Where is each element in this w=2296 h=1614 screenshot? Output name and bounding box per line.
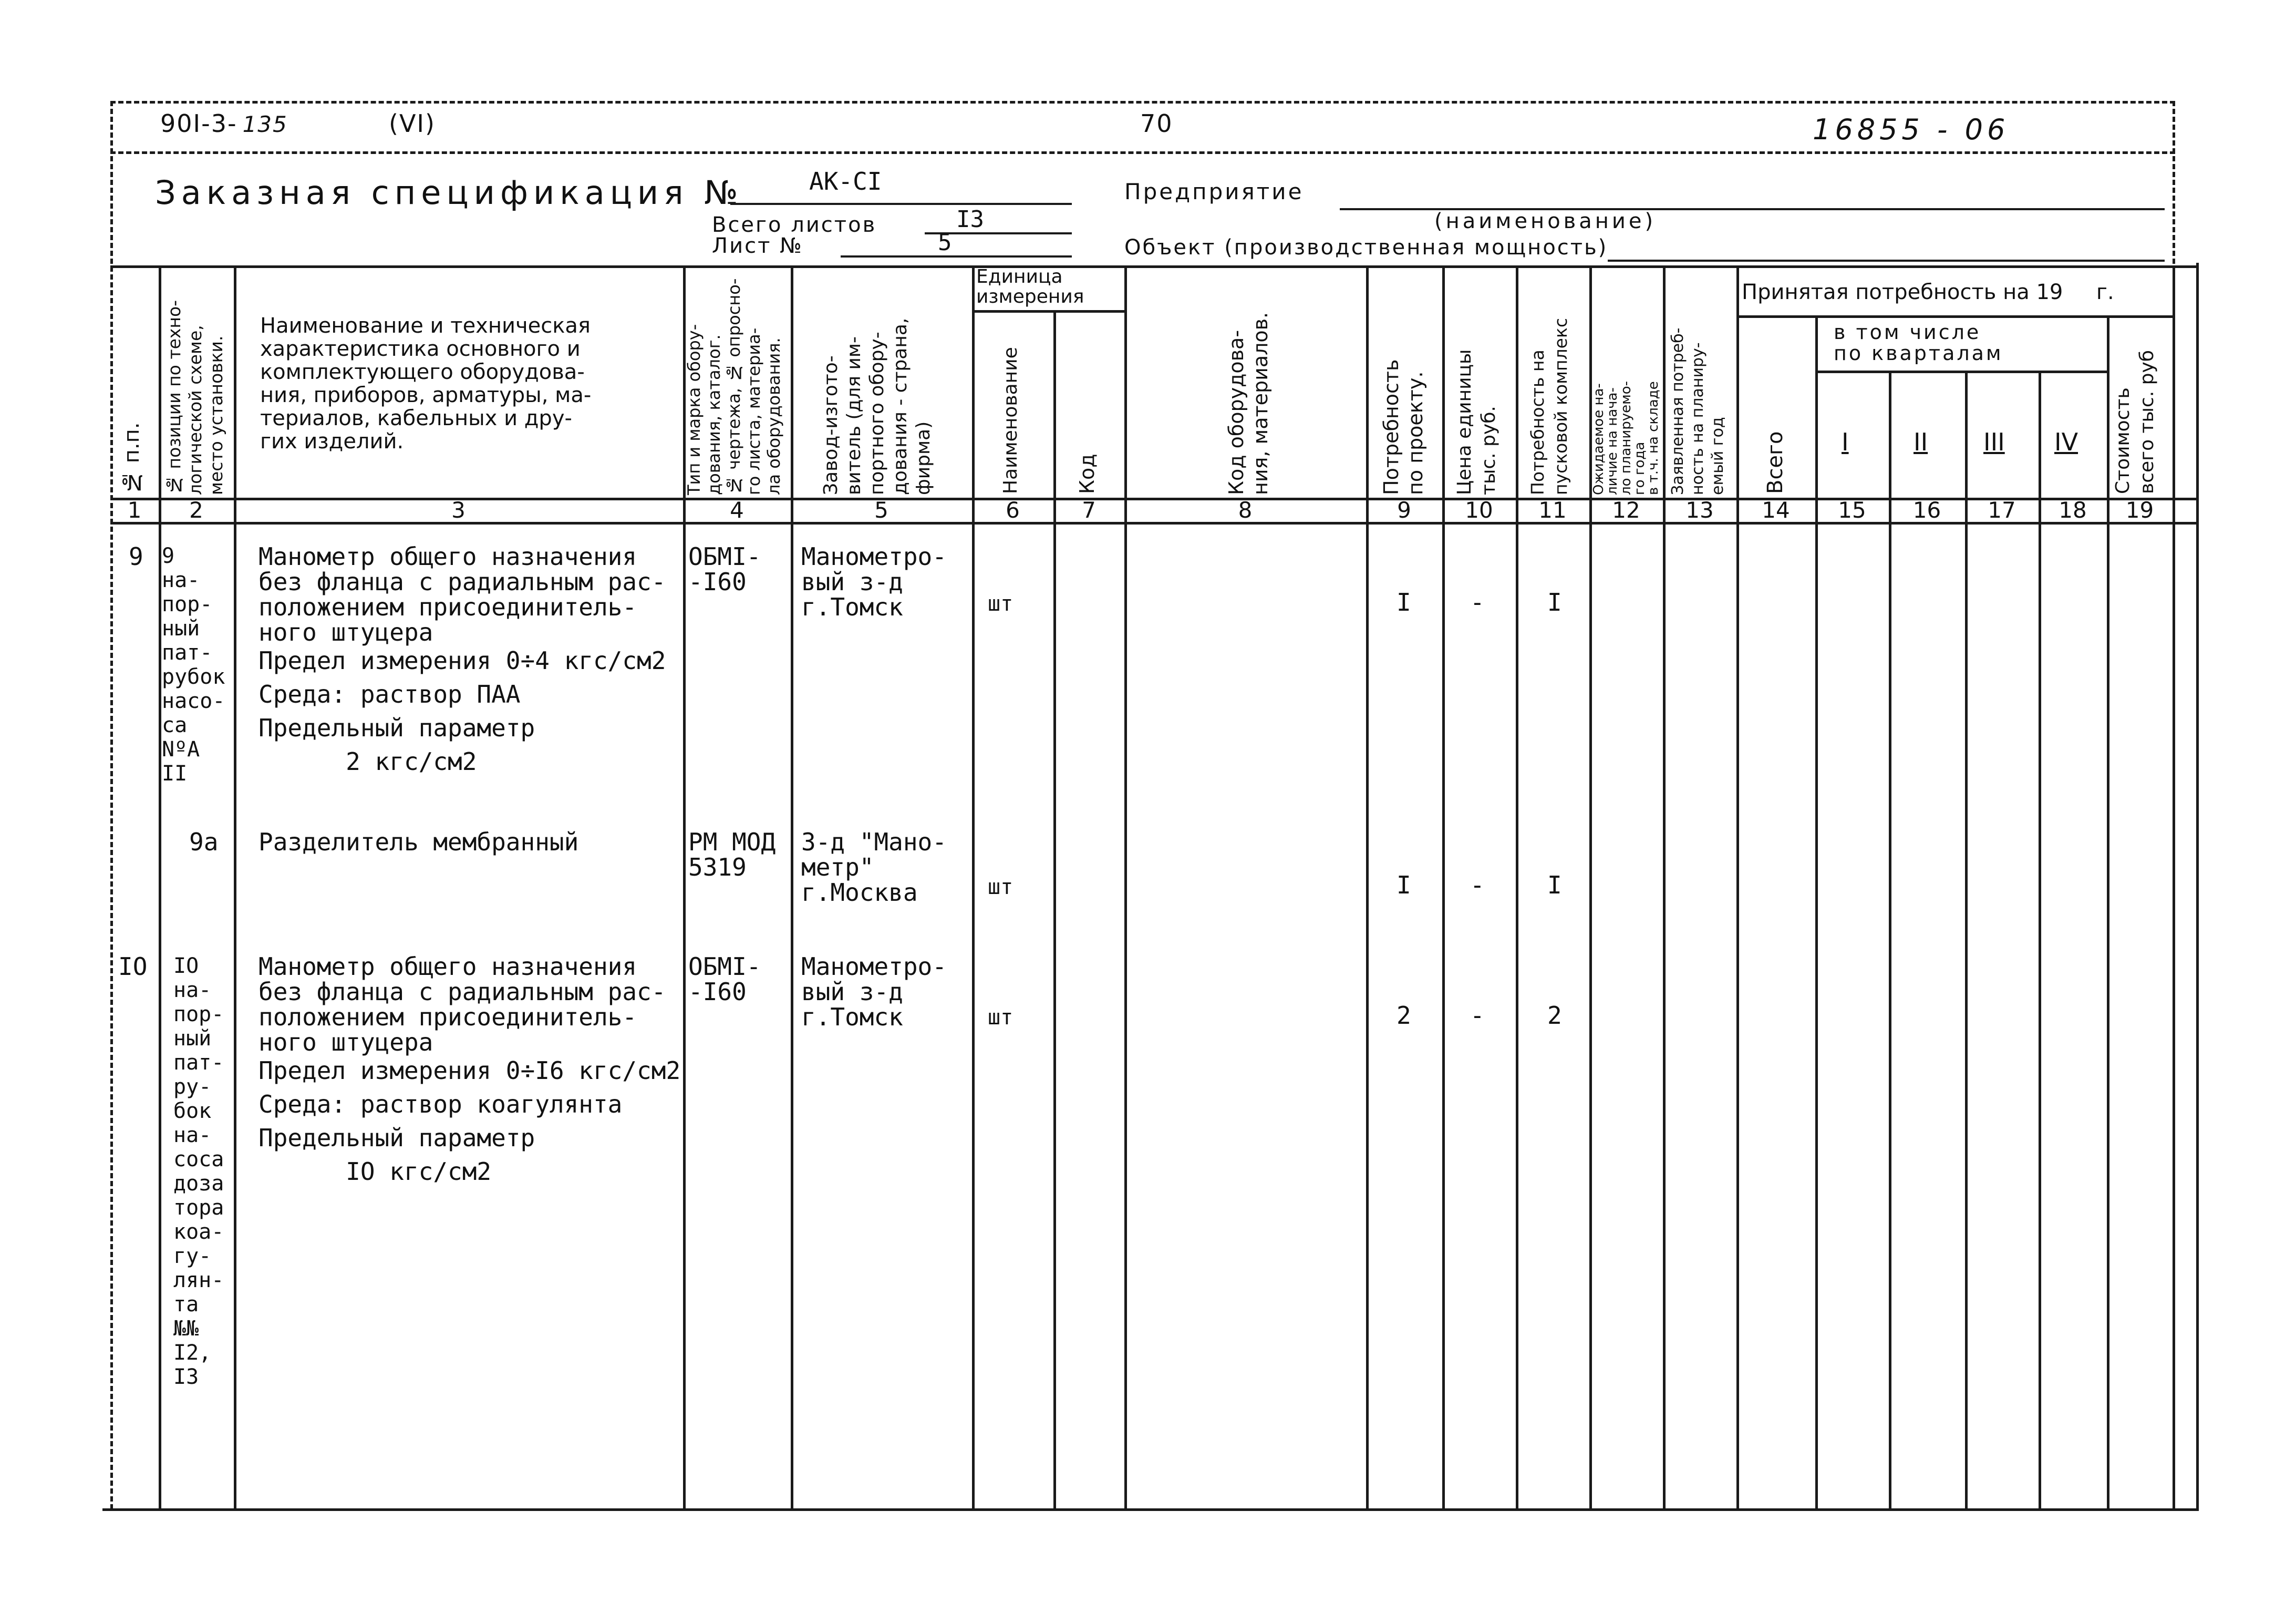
table-row-2-need-startup: I xyxy=(1547,871,1562,899)
volume-number: (VI) xyxy=(389,109,436,138)
table-row-3-description-extra: Предел измерения 0÷I6 кгс/см2 Среда: раствор коагулянта Предельный параметр IO кгс/см2 xyxy=(258,1056,681,1186)
total-sheets-label: Всего листов xyxy=(712,213,877,237)
col-number-13: 13 xyxy=(1685,497,1714,523)
col-number-17: 17 xyxy=(1988,497,2016,523)
col-header-3: Наименование и техническая характеристика основного и комплектующего оборудова- ния, приборов, арматуры, ма- териалов, кабельных и дру- гих изделий. xyxy=(260,314,592,454)
table-row-2-position: 9а xyxy=(189,828,219,856)
col-line-2 xyxy=(234,265,236,1508)
quarter-group-line xyxy=(1815,371,2107,373)
table-row-1-no: 9 xyxy=(129,542,143,571)
doc-code xyxy=(160,109,288,138)
col-header-4: Тип и марка обору- дования, каталог. № чертежа, № опросно- го листа, материа- ла оборудования. xyxy=(684,278,784,495)
col-line-9 xyxy=(1442,265,1445,1508)
sheet-label: Лист № xyxy=(712,234,803,258)
unit-group-header: Единица измерения xyxy=(976,266,1084,307)
table-top-border xyxy=(110,265,2199,268)
col-line-15 xyxy=(1889,371,1891,1508)
col-line-6 xyxy=(1053,310,1056,1508)
col-header-q2: II xyxy=(1914,428,1928,456)
table-row-2-price: - xyxy=(1470,871,1485,899)
col-number-3: 3 xyxy=(451,497,466,523)
sheet-underline xyxy=(841,255,1072,258)
col-line-4 xyxy=(791,265,793,1508)
table-row-1-description: Манометр общего назначения без фланца с радиальным рас- положением присоединитель- ного штуцера xyxy=(258,542,666,646)
col-number-19: 19 xyxy=(2125,497,2154,523)
col-header-10: Цена единицы тыс. руб. xyxy=(1454,349,1499,495)
object-label: Объект (производственная мощность) xyxy=(1124,235,1608,260)
enterprise-hint: (наименование) xyxy=(1434,209,1657,233)
table-row-1-position: 9 на- пор- ный пат- рубок насо- са NºA II xyxy=(162,544,225,786)
col-number-7: 7 xyxy=(1082,497,1096,523)
table-row-3-price: - xyxy=(1470,1001,1485,1030)
frame-right-solid xyxy=(2196,263,2199,1511)
enterprise-label: Предприятие xyxy=(1124,179,1304,204)
col-header-13: Заявленная потреб- ность на планиру- емый год xyxy=(1669,327,1727,495)
spec-number: АК-СI xyxy=(809,167,882,196)
table-row-3-need-startup: 2 xyxy=(1547,1001,1562,1030)
col-line-17 xyxy=(2039,371,2041,1508)
col-line-7 xyxy=(1124,265,1127,1508)
table-row-3-type: ОБМI- -I60 xyxy=(688,952,761,1006)
col-header-1: № п.п. xyxy=(120,422,144,494)
table-row-2-manufacturer: З-д "Мано- метр" г.Москва xyxy=(801,828,947,907)
col-number-18: 18 xyxy=(2059,497,2087,523)
col-header-2: № позиции по техно- логической схеме, место установки. xyxy=(164,300,226,495)
col-number-9: 9 xyxy=(1397,497,1411,523)
table-row-3-manufacturer: Манометро- вый з-д г.Томск xyxy=(801,952,947,1031)
total-sheets-value: I3 xyxy=(956,206,984,233)
col-header-12: Ожидаемое на- личие на нача- ло планируемо- го года в т.ч. на складе xyxy=(1591,381,1661,495)
col-line-13 xyxy=(1736,265,1739,1508)
frame-left-border xyxy=(110,101,113,1509)
table-row-1-need-project: I xyxy=(1397,588,1411,616)
col-header-6: Наименование xyxy=(1000,347,1021,494)
sheet-number: 5 xyxy=(938,229,952,256)
col-header-q3: III xyxy=(1983,428,2005,456)
col-line-10 xyxy=(1516,265,1518,1508)
table-row-2-need-project: I xyxy=(1397,871,1411,899)
col-header-5: Завод-изгото- витель (для им- портного обору- дования - страна, фирма) xyxy=(820,317,934,495)
col-line-8 xyxy=(1366,265,1369,1508)
doc-code-handwritten: 135 xyxy=(242,111,288,137)
accepted-group-line xyxy=(1736,315,2173,318)
table-row-1-unit: шт xyxy=(988,592,1013,616)
col-line-5 xyxy=(972,265,975,1508)
table-row-1-manufacturer: Манометро- вый з-д г.Томск xyxy=(801,542,947,621)
col-header-q4: IV xyxy=(2054,428,2078,456)
col-header-19: Стоимость всего тыс. руб xyxy=(2112,350,2158,494)
page-number: 70 xyxy=(1140,109,1173,138)
col-number-14: 14 xyxy=(1762,497,1790,523)
table-row-3-position: IO на- пор- ный пат- ру- бок на- соса доза тора коа- гу- лян- та №№ I2, I3 xyxy=(173,954,224,1389)
col-header-9: Потребность по проекту. xyxy=(1380,359,1427,495)
table-row-2-type: РМ МОД 5319 xyxy=(688,828,776,881)
table-row-1-description-extra: Предел измерения 0÷4 кгс/см2 Среда: раствор ПАА Предельный параметр 2 кгс/см2 xyxy=(258,646,666,776)
spec-number-underline xyxy=(730,203,1072,205)
table-row-2-unit: шт xyxy=(988,875,1013,899)
col-number-11: 11 xyxy=(1538,497,1567,523)
unit-group-line xyxy=(972,310,1124,313)
col-number-2: 2 xyxy=(189,497,203,523)
table-row-1-price: - xyxy=(1470,588,1485,616)
col-line-14 xyxy=(1815,315,1818,1508)
table-row-2-description: Разделитель мембранный xyxy=(258,828,579,856)
object-underline xyxy=(1608,260,2165,262)
doc-code-text: 90I-3- xyxy=(160,109,237,138)
col-line-19 xyxy=(2173,265,2175,1508)
frame-top-border xyxy=(110,101,2175,104)
table-row-3-unit: шт xyxy=(988,1005,1013,1030)
col-number-6: 6 xyxy=(1006,497,1020,523)
col-number-16: 16 xyxy=(1912,497,1941,523)
table-row-3-no: IO xyxy=(118,952,148,981)
col-line-12 xyxy=(1663,265,1666,1508)
table-row-3-need-project: 2 xyxy=(1397,1001,1411,1030)
header-divider xyxy=(110,151,2175,154)
col-number-1: 1 xyxy=(127,497,142,523)
col-header-14: Всего xyxy=(1763,431,1787,494)
col-header-7: Код xyxy=(1075,454,1099,494)
col-header-8: Код оборудова- ния, материалов. xyxy=(1225,312,1272,495)
col-line-18 xyxy=(2107,315,2109,1508)
col-number-10: 10 xyxy=(1465,497,1493,523)
col-number-4: 4 xyxy=(730,497,744,523)
col-number-8: 8 xyxy=(1238,497,1253,523)
spec-title: Заказная спецификация № xyxy=(155,173,743,212)
table-row-3-description: Манометр общего назначения без фланца с радиальным рас- положением присоединитель- ного штуцера xyxy=(258,952,666,1056)
quarters-group-header: в том числе по кварталам xyxy=(1834,321,2003,365)
col-number-12: 12 xyxy=(1612,497,1640,523)
col-line-16 xyxy=(1965,371,1968,1508)
col-header-11: Потребность на пусковой комплекс xyxy=(1527,317,1571,495)
col-number-15: 15 xyxy=(1838,497,1866,523)
accepted-group-header: Принятая потребность на 19 г. xyxy=(1742,280,2114,304)
frame-bottom-border xyxy=(102,1508,2199,1511)
table-row-1-need-startup: I xyxy=(1547,588,1562,616)
col-line-1 xyxy=(159,265,161,1508)
table-row-1-type: ОБМI- -I60 xyxy=(688,542,761,596)
archive-number: 16855 - 06 xyxy=(1813,113,2010,146)
col-number-5: 5 xyxy=(874,497,888,523)
col-header-q1: I xyxy=(1842,428,1849,456)
